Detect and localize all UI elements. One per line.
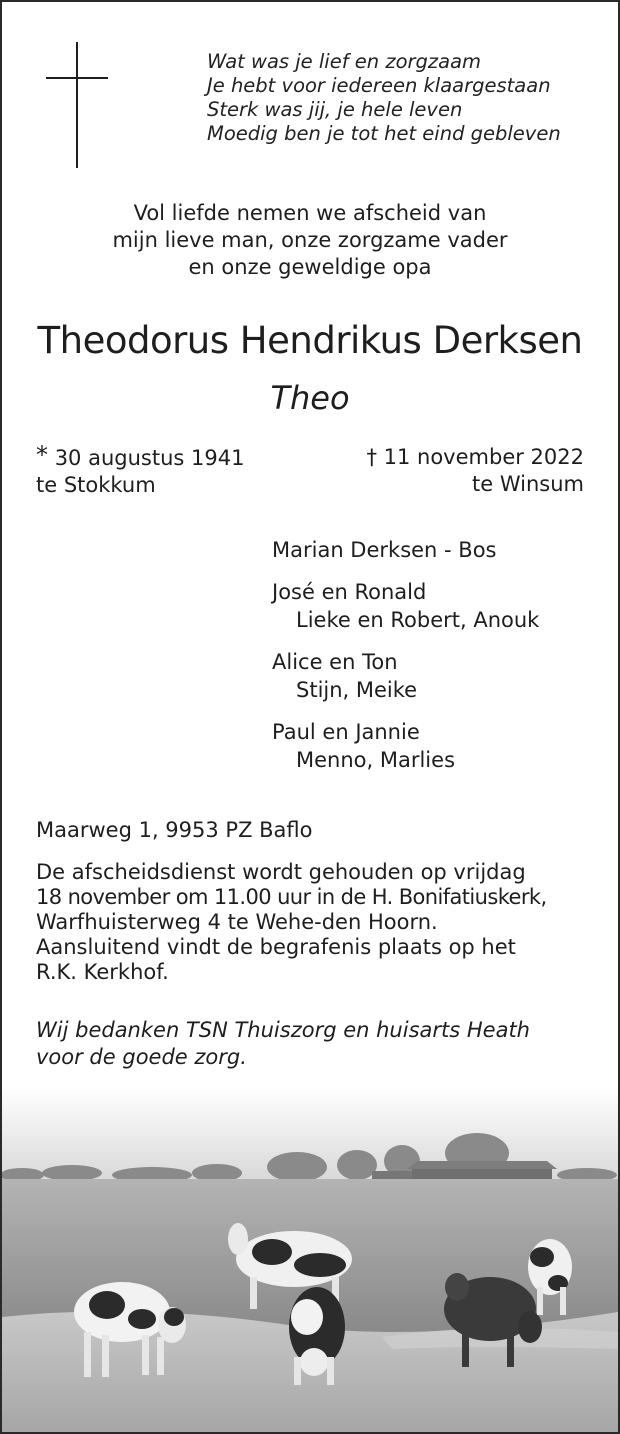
poem-line: Moedig ben je tot het eind gebleven xyxy=(207,122,561,145)
cross-icon xyxy=(46,42,108,168)
intro-line: en onze geweldige opa xyxy=(188,255,432,279)
family-children: Menno, Marlies xyxy=(296,748,456,772)
thanks-line: Wij bedanken TSN Thuiszorg en huisarts Heath xyxy=(36,1018,530,1042)
family-parents: Paul en Jannie xyxy=(272,720,420,744)
service-line: R.K. Kerkhof. xyxy=(36,960,169,984)
family-group xyxy=(272,648,539,704)
family-parents: Alice en Ton xyxy=(272,650,398,674)
thanks-line: voor de goede zorg. xyxy=(36,1045,247,1069)
intro-text xyxy=(2,200,618,281)
intro-line: mijn lieve man, onze zorgzame vader xyxy=(112,228,508,252)
service-line: Aansluitend vindt de begrafenis plaats op het xyxy=(36,935,516,959)
family-group xyxy=(272,578,539,634)
intro-line: Vol liefde nemen we afscheid van xyxy=(133,201,487,225)
deceased-nickname: Theo xyxy=(270,379,350,417)
birth-date: 30 augustus 1941 xyxy=(54,446,245,470)
family-children: Lieke en Robert, Anouk xyxy=(296,608,540,632)
thanks-text xyxy=(36,1017,530,1071)
poem xyxy=(207,50,561,146)
death-place: te Winsum xyxy=(472,472,584,496)
poem-line: Je hebt voor iedereen klaargestaan xyxy=(207,74,551,97)
service-line: Warfhuisterweg 4 te Wehe-den Hoorn. xyxy=(36,910,438,934)
birth-place: te Stokkum xyxy=(36,473,156,497)
service-line: De afscheidsdienst wordt gehouden op vrijdag xyxy=(36,860,526,884)
deceased-name: Theodorus Hendrikus Derksen xyxy=(37,319,583,362)
poem-line: Wat was je lief en zorgzaam xyxy=(207,50,482,73)
service-line: 18 november om 11.00 uur in de H. Bonifatiuskerk, xyxy=(36,885,547,909)
farm-roof xyxy=(407,1161,557,1169)
birth-info xyxy=(36,441,245,499)
landscape-photo xyxy=(2,1087,618,1432)
birth-star-icon: * xyxy=(36,441,48,469)
spouse: Marian Derksen - Bos xyxy=(272,538,497,562)
death-dagger-icon: † xyxy=(366,445,377,469)
family-group xyxy=(272,718,539,774)
poem-line: Sterk was jij, je hele leven xyxy=(207,98,463,121)
service-info xyxy=(36,860,596,985)
family-list xyxy=(272,536,539,788)
family-parents: José en Ronald xyxy=(272,580,427,604)
address: Maarweg 1, 9953 PZ Baflo xyxy=(36,818,313,842)
death-info xyxy=(366,444,584,498)
family-children: Stijn, Meike xyxy=(296,678,418,702)
death-date: 11 november 2022 xyxy=(383,445,584,469)
